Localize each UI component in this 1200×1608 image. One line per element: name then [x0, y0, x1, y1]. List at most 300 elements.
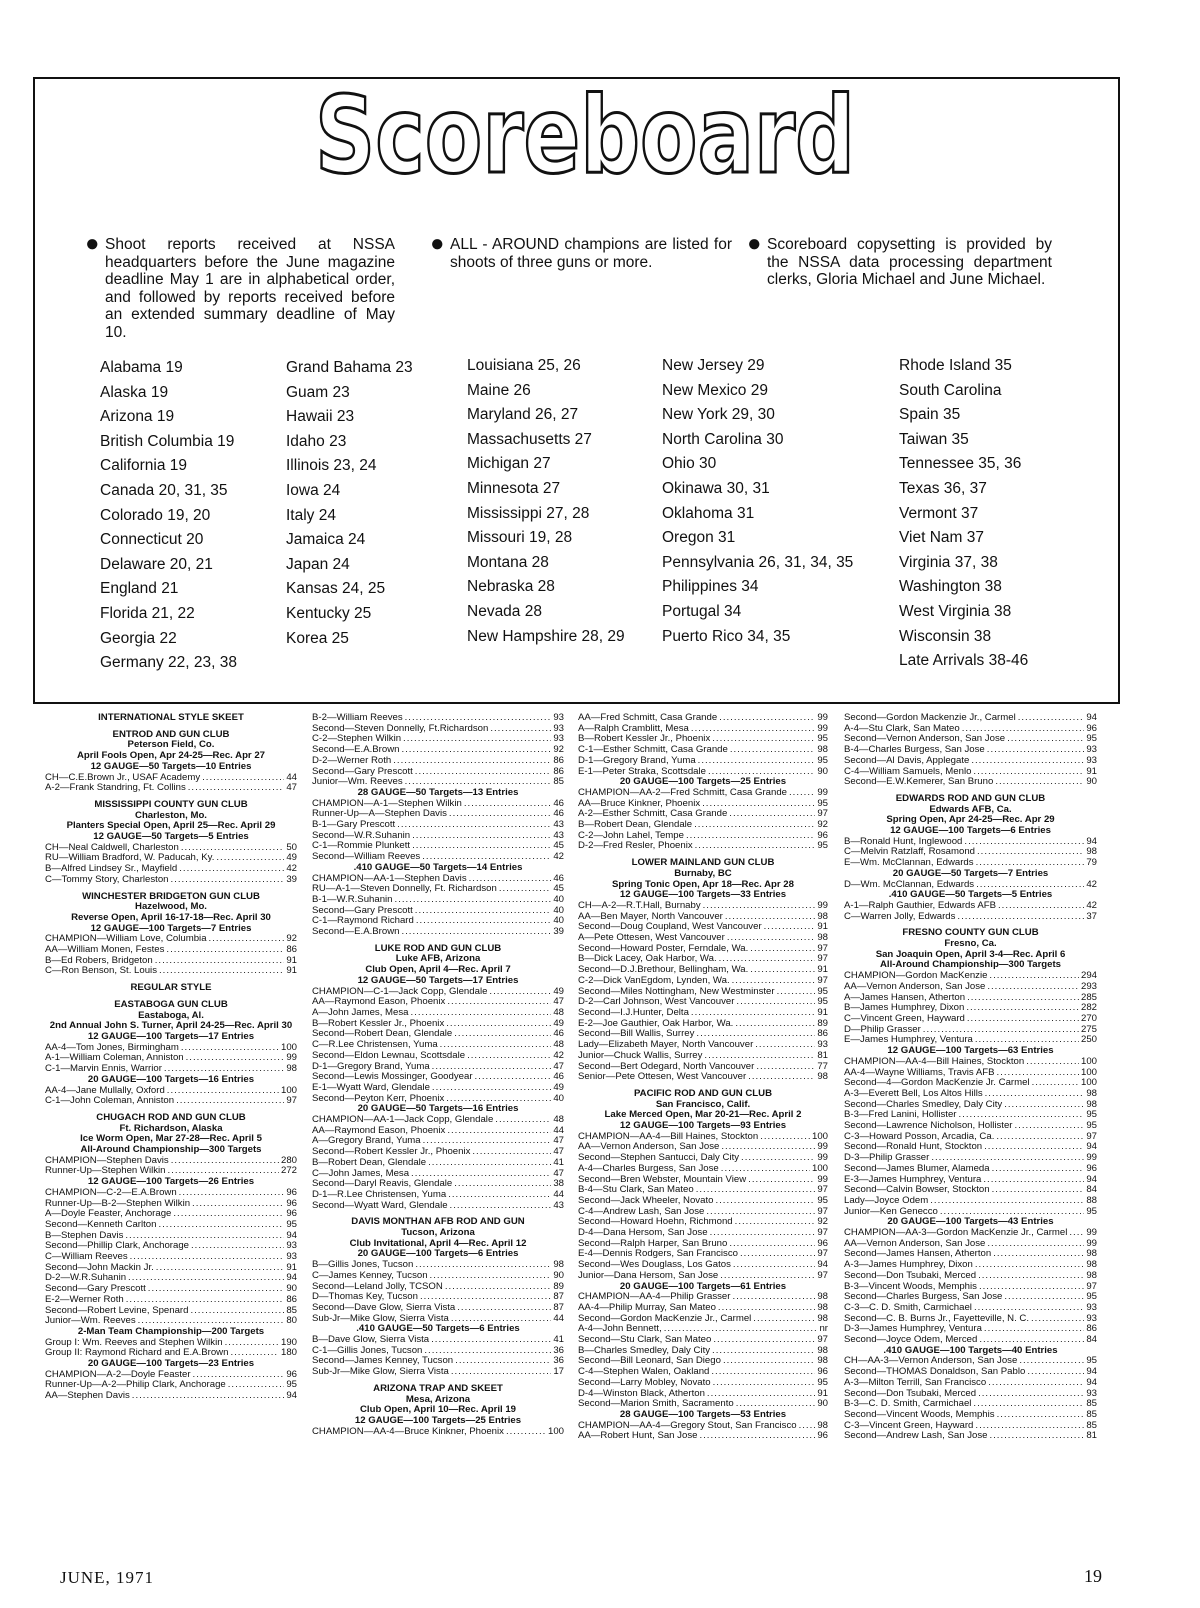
leader-dots: [228, 1380, 285, 1391]
leader-dots: [447, 1126, 551, 1137]
result-row: [578, 1029, 828, 1040]
result-row: [578, 756, 828, 767]
state-index-entry: Rhode Island 35: [899, 357, 1012, 374]
result-row: [45, 1086, 297, 1097]
leader-dots: [1004, 1292, 1084, 1303]
shooter-name: Second—Leland Jolly, TCSON: [312, 1281, 443, 1292]
result-row: [312, 1346, 564, 1357]
leader-dots: [713, 1335, 815, 1346]
state-index-entry: New Mexico 29: [662, 381, 768, 399]
shooter-name: Second—Daryl Reavis, Glendale: [312, 1179, 453, 1190]
result-row: [312, 906, 564, 917]
result-row: [844, 767, 1097, 778]
shooter-name: Junior—Dana Hersom, San Jose: [578, 1270, 719, 1281]
score: 43: [553, 830, 564, 841]
result-row: [578, 1431, 828, 1442]
result-row: [312, 1260, 564, 1271]
result-row: [844, 1260, 1097, 1271]
result-row: [45, 1338, 297, 1349]
result-row: [578, 1249, 828, 1260]
shooter-name: CH—Neal Caldwell, Charleston: [45, 842, 179, 853]
result-row: [844, 1100, 1097, 1111]
leader-dots: [411, 1008, 552, 1019]
score: 94: [1086, 1174, 1097, 1185]
leader-dots: [420, 1292, 551, 1303]
state-index-entry: Montana 28: [467, 553, 549, 571]
score: 90: [817, 766, 828, 777]
score: 44: [553, 1189, 564, 1200]
result-row: [578, 1008, 828, 1019]
section-heading: Lake Merced Open, Mar 20-21—Rec. April 2: [604, 1109, 802, 1121]
score: 96: [1086, 1163, 1097, 1174]
state-index-entry: Idaho 23: [286, 432, 347, 450]
leader-dots: [721, 1164, 810, 1175]
result-row: [312, 1126, 564, 1137]
leader-dots: [173, 1209, 284, 1220]
result-row: [578, 1153, 828, 1164]
leader-dots: [997, 1068, 1079, 1079]
result-row: [45, 1284, 297, 1295]
result-row: [312, 1115, 564, 1126]
result-row: [578, 809, 828, 820]
score: 98: [553, 1260, 564, 1271]
score: nr: [819, 1324, 828, 1335]
result-row: [844, 1410, 1097, 1421]
leader-dots: [495, 1115, 551, 1126]
result-row: [578, 1228, 828, 1239]
shooter-name: CHAMPION—AA-1—Stephen Davis: [312, 873, 467, 884]
score: 98: [817, 1345, 828, 1356]
score: 48: [553, 1007, 564, 1018]
state-index-entry: California 19: [100, 457, 188, 475]
score: 100: [280, 1085, 297, 1096]
score: 100: [1080, 1078, 1097, 1089]
score: 44: [553, 1125, 564, 1136]
score: 100: [1080, 1056, 1097, 1067]
result-row: [312, 1356, 564, 1367]
result-row: [578, 965, 828, 976]
leader-dots: [789, 788, 815, 799]
state-index-column: [100, 356, 237, 676]
shooter-name: D-4—Winston Black, Atherton: [578, 1388, 705, 1399]
result-row: [312, 1169, 564, 1180]
leader-dots: [412, 831, 551, 842]
result-row: [844, 713, 1097, 724]
shooter-name: C—Melvin Ratzlaff, Rosamond: [844, 847, 975, 858]
score: 98: [817, 745, 828, 756]
score: 85: [1086, 1420, 1097, 1431]
score: 94: [1086, 836, 1097, 847]
score: 40: [553, 894, 564, 905]
shooter-name: D-4—Dana Hersom, San Jose: [578, 1228, 708, 1239]
shooter-name: Lady—Joyce Odem: [844, 1195, 929, 1206]
shooter-name: B-1—W.R.Suhanin: [312, 894, 393, 905]
shooter-name: CHAMPION—William Love, Columbia: [45, 934, 207, 945]
leader-dots: [440, 1040, 552, 1051]
leader-dots: [403, 734, 551, 745]
leader-dots: [694, 820, 815, 831]
score: 282: [1080, 1003, 1097, 1014]
result-row: [844, 777, 1097, 788]
section-heading: LOWER MAINLAND GUN CLUB: [631, 857, 775, 869]
shooter-name: D-1—Gregory Brand, Yuma: [578, 755, 696, 766]
state-index-entry: Puerto Rico 34, 35: [662, 627, 791, 645]
leader-dots: [695, 841, 816, 852]
result-row: [45, 966, 297, 977]
shooter-name: D-2—Carl Johnson, West Vancouver: [578, 997, 735, 1008]
shooter-name: Second—Vernon Anderson, San Jose: [844, 734, 1006, 745]
state-index-entry: Arizona 19: [100, 408, 175, 426]
result-row: [45, 875, 297, 886]
leader-dots: [987, 982, 1079, 993]
shooter-name: B—Robert Kessler Jr., Phoenix: [578, 734, 711, 745]
score: 80: [286, 1316, 297, 1327]
shooter-name: Second—W.R.Suhanin: [312, 830, 411, 841]
result-row: [45, 1391, 297, 1402]
score: 49: [553, 986, 564, 997]
shooter-name: C—Tommy Story, Charleston: [45, 874, 169, 885]
shooter-name: C-1—Esther Schmitt, Casa Grande: [578, 745, 728, 756]
score: 85: [1086, 1399, 1097, 1410]
shooter-name: AA—Vernon Anderson, San Jose: [578, 1142, 720, 1153]
shooter-name: D-1—R.Lee Christensen, Yuma: [312, 1189, 447, 1200]
result-row: [312, 1179, 564, 1190]
score: 97: [817, 943, 828, 954]
state-index-entry: Nevada 28: [467, 602, 542, 620]
state-index-entry: Kentucky 25: [286, 604, 372, 622]
state-index-entry: Germany 22, 23, 38: [100, 654, 237, 672]
result-row: [312, 734, 564, 745]
state-index-entry: New Jersey 29: [662, 357, 765, 374]
score: 98: [817, 911, 828, 922]
result-row: [844, 1228, 1097, 1239]
score: 100: [547, 1426, 564, 1437]
state-index-entry: Iowa 24: [286, 481, 341, 499]
result-row: [844, 1196, 1097, 1207]
state-index-entry: Okinawa 30, 31: [662, 479, 770, 497]
shooter-name: Lady—Elizabeth Mayer, North Vancouver: [578, 1040, 754, 1051]
shooter-name: B—Robert Kessler Jr., Phoenix: [312, 1018, 445, 1029]
score: 48: [553, 1115, 564, 1126]
score: 97: [817, 1270, 828, 1281]
shooter-name: Second—Vincent Woods, Memphis: [844, 1410, 995, 1420]
shooter-name: AA—Raymond Eason, Phoenix: [312, 1125, 446, 1136]
score: 43: [553, 820, 564, 831]
section-heading: 28 GAUGE—100 Targets—53 Entries: [619, 1409, 787, 1420]
score: 98: [1086, 1270, 1097, 1281]
leader-dots: [729, 809, 815, 820]
shooter-name: A—John James, Mesa: [312, 1007, 409, 1018]
shooter-name: D-2—Werner Roth: [312, 755, 392, 766]
leader-dots: [405, 713, 552, 724]
leader-dots: [148, 1284, 285, 1295]
state-index-entry: Canada 20, 31, 35: [100, 481, 228, 499]
score: 42: [553, 1050, 564, 1061]
result-row: [312, 809, 564, 820]
state-index-entry: Kansas 24, 25: [286, 580, 386, 598]
result-row: [844, 1089, 1097, 1100]
result-row: [578, 976, 828, 987]
result-row: [578, 788, 828, 799]
section-heading: San Joaquin Open, April 3-4—Rec. April 6: [875, 948, 1066, 960]
shooter-name: Sub-Jr—Mike Glow, Sierra Vista: [312, 1313, 449, 1324]
shooter-name: A-4—John Bennett,: [578, 1324, 662, 1335]
leader-dots: [733, 1260, 815, 1271]
score: 84: [1086, 1335, 1097, 1346]
score: 39: [286, 874, 297, 885]
score: 38: [553, 1179, 564, 1190]
score: 81: [817, 1050, 828, 1061]
leader-dots: [992, 1164, 1085, 1175]
score: 39: [553, 927, 564, 938]
leader-dots: [432, 1062, 552, 1073]
shooter-name: Second—Bill Leonard, San Diego: [578, 1356, 721, 1367]
shooter-name: Second—Steven Donnelly, Ft.Richardson: [312, 723, 489, 734]
shooter-name: Second—Gordon Mackenzie Jr., Carmel: [844, 713, 1016, 723]
score: 89: [553, 1281, 564, 1292]
section-heading: 12 GAUGE—50 Targets—17 Entries: [357, 974, 519, 986]
shooter-name: AA—Vernon Anderson, San Jose: [844, 981, 986, 992]
result-row: [312, 1147, 564, 1158]
leader-dots: [984, 1142, 1084, 1153]
result-row: [312, 1136, 564, 1147]
section-heading: 20 GAUGE—100 Targets—16 Entries: [87, 1073, 255, 1085]
leader-dots: [993, 1249, 1084, 1260]
score: 42: [553, 852, 564, 863]
result-row: [45, 843, 297, 854]
leader-dots: [467, 1051, 551, 1062]
result-row: [844, 1378, 1097, 1389]
result-row: [578, 1335, 828, 1346]
leader-dots: [998, 901, 1084, 912]
leader-dots: [424, 1346, 551, 1357]
result-row: [844, 1282, 1097, 1293]
shooter-name: Second—4—Gordon MacKenzie Jr. Carmel: [844, 1078, 1030, 1089]
state-index-entry: Grand Bahama 23: [286, 359, 413, 376]
leader-dots: [1007, 734, 1084, 745]
leader-dots: [457, 1303, 551, 1314]
state-index-entry: Minnesota 27: [467, 479, 561, 497]
score: 280: [280, 1155, 297, 1166]
leader-dots: [696, 1185, 816, 1196]
score: 95: [817, 1377, 828, 1388]
state-index-entry: West Virginia 38: [899, 602, 1012, 620]
section-heading: Burnaby, BC: [674, 867, 732, 879]
shooter-name: Second—Kenneth Carlton: [45, 1219, 157, 1230]
leader-dots: [984, 1324, 1084, 1335]
score: 96: [286, 1198, 297, 1209]
result-row: [578, 933, 828, 944]
result-row: [45, 1273, 297, 1284]
score: 98: [817, 1292, 828, 1303]
state-index-entry: Florida 21, 22: [100, 604, 195, 622]
shooter-name: D-1—Gregory Brand, Yuma: [312, 1061, 430, 1072]
leader-dots: [159, 966, 284, 977]
shooter-name: Sub-Jr—Mike Glow, Sierra Vista: [312, 1367, 449, 1378]
result-row: [578, 1271, 828, 1282]
leader-dots: [188, 783, 285, 794]
score: 93: [1086, 745, 1097, 756]
section-heading: 12 GAUGE—100 Targets—25 Entries: [354, 1415, 522, 1426]
leader-dots: [431, 1335, 551, 1346]
shooter-name: Second—E.A.Brown: [312, 745, 400, 756]
leader-dots: [454, 1029, 551, 1040]
state-index-entry: Tennessee 35, 36: [899, 455, 1022, 473]
section-heading: MISSISSIPPI COUNTY GUN CLUB: [94, 798, 248, 810]
leader-dots: [401, 927, 551, 938]
leader-dots: [190, 1306, 284, 1317]
score: 86: [286, 1294, 297, 1305]
leader-dots: [447, 997, 551, 1008]
result-row: [844, 745, 1097, 756]
score: 88: [1086, 1195, 1097, 1206]
shooter-name: B-3—Fred Lanini, Hollister: [844, 1110, 957, 1121]
score: 98: [817, 933, 828, 944]
score: 46: [553, 798, 564, 809]
leader-dots: [446, 1019, 551, 1030]
leader-dots: [171, 1156, 279, 1167]
leader-dots: [699, 1431, 815, 1442]
result-row: [844, 1175, 1097, 1186]
result-row: [578, 734, 828, 745]
state-index-entry: Connecticut 20: [100, 531, 204, 549]
score: 95: [817, 986, 828, 997]
result-row: [45, 934, 297, 945]
leader-dots: [464, 799, 552, 810]
shooter-name: Second—Robert Kessler Jr., Phoenix: [312, 1147, 471, 1158]
shooter-name: B-4—Stu Clark, San Mateo: [578, 1185, 694, 1196]
shooter-name: D-3—Philip Grasser: [844, 1153, 930, 1164]
score: 294: [1080, 971, 1097, 982]
shooter-name: AA—Fred Schmitt, Casa Grande: [578, 713, 718, 723]
result-row: [312, 1158, 564, 1169]
section-heading: PACIFIC ROD AND GUN CLUB: [633, 1087, 773, 1099]
score: 97: [817, 954, 828, 965]
shooter-name: A—Gregory Brand, Yuma: [312, 1136, 421, 1147]
score: 95: [1086, 734, 1097, 745]
result-row: [312, 1072, 564, 1083]
score: 96: [286, 1209, 297, 1220]
leader-dots: [988, 1378, 1084, 1389]
leader-dots: [1004, 1100, 1084, 1111]
score: 91: [1086, 766, 1097, 777]
shooter-name: AA-4—Tom Jones, Birmingham: [45, 1042, 179, 1053]
result-row: [45, 945, 297, 956]
result-row: [578, 1051, 828, 1062]
state-index-entry: Missouri 19, 28: [467, 529, 573, 547]
leader-dots: [691, 724, 815, 735]
leader-dots: [130, 1252, 285, 1263]
leader-dots: [730, 745, 816, 756]
score: 91: [286, 966, 297, 977]
result-row: [45, 956, 297, 967]
score: 94: [286, 1273, 297, 1284]
score: 40: [553, 905, 564, 916]
page-number: 19: [1084, 1566, 1102, 1586]
result-row: [844, 724, 1097, 735]
result-row: [844, 734, 1097, 745]
shooter-name: CHAMPION—AA-4—Gregory Stout, San Francisco: [578, 1420, 797, 1431]
leader-dots: [711, 1367, 815, 1378]
score: 47: [553, 1168, 564, 1179]
shooter-name: Second—Lewis Mossinger, Goodyear: [312, 1072, 473, 1083]
section-heading: .410 GAUGE—50 Targets—14 Entries: [353, 861, 523, 873]
score: 90: [1086, 777, 1097, 788]
leader-dots: [132, 1391, 285, 1402]
score: 97: [817, 1249, 828, 1260]
result-row: [578, 944, 828, 955]
leader-dots: [397, 820, 551, 831]
score: 86: [817, 1029, 828, 1040]
state-index-entry: Japan 24: [286, 555, 350, 573]
shooter-name: Junior—Wm. Reeves: [312, 777, 403, 788]
leader-dots: [155, 956, 285, 967]
leader-dots: [718, 1303, 815, 1314]
score: 91: [817, 1388, 828, 1399]
score: 50: [286, 842, 297, 853]
leader-dots: [192, 1199, 284, 1210]
shooter-name: D-2—W.R.Suhanin: [45, 1273, 127, 1284]
result-row: [45, 1231, 297, 1242]
result-row: [844, 1142, 1097, 1153]
result-row: [312, 767, 564, 778]
state-index-entry: Mississippi 27, 28: [467, 504, 590, 522]
section-heading: Ft. Richardson, Alaska: [119, 1122, 223, 1134]
leader-dots: [1069, 1228, 1084, 1239]
shooter-name: C—Vincent Green, Hayward: [844, 1013, 965, 1024]
score: 293: [1080, 981, 1097, 992]
result-row: [45, 1370, 297, 1381]
section-heading: Spring Tonic Open, Apr 18—Rec. Apr 28: [612, 878, 794, 890]
leader-dots: [202, 773, 284, 784]
score: 93: [817, 1040, 828, 1051]
score: 98: [1086, 1249, 1097, 1260]
leader-dots: [412, 841, 551, 852]
score: 95: [1086, 1110, 1097, 1121]
score: 89: [817, 1018, 828, 1029]
leader-dots: [748, 1072, 815, 1083]
results-column: [45, 713, 297, 1402]
section-heading: .410 GAUGE—50 Targets—6 Entries: [356, 1323, 520, 1335]
leader-dots: [931, 1153, 1084, 1164]
result-row: [45, 1199, 297, 1210]
shooter-name: Second—Dave Glow, Sierra Vista: [312, 1302, 456, 1313]
results-column: [844, 713, 1097, 1442]
leader-dots: [966, 1003, 1079, 1014]
result-row: [312, 1008, 564, 1019]
result-row: [578, 954, 828, 965]
result-row: [844, 1164, 1097, 1175]
result-row: [578, 831, 828, 842]
leader-dots: [996, 1132, 1084, 1143]
shooter-name: C—Warren Jolly, Edwards: [844, 911, 956, 922]
section-heading: Charleston, Mo.: [135, 809, 207, 821]
leader-dots: [176, 1096, 284, 1107]
score: 97: [817, 1335, 828, 1346]
shooter-name: A-3—Everett Bell, Los Altos Hills: [844, 1088, 983, 1099]
leader-dots: [989, 971, 1079, 982]
shooter-name: C-2—Dick VanEgdom, Lynden, Wa.: [578, 975, 730, 986]
leader-dots: [971, 756, 1084, 767]
leader-dots: [393, 756, 551, 767]
result-row: [844, 912, 1097, 923]
result-row: [844, 1068, 1097, 1079]
section-heading: ENTROD AND GUN CLUB: [112, 728, 230, 740]
result-row: [578, 1196, 828, 1207]
shooter-name: CH—AA-3—Vernon Anderson, San Jose: [844, 1356, 1018, 1367]
leader-dots: [715, 1196, 815, 1207]
result-row: [45, 1188, 297, 1199]
